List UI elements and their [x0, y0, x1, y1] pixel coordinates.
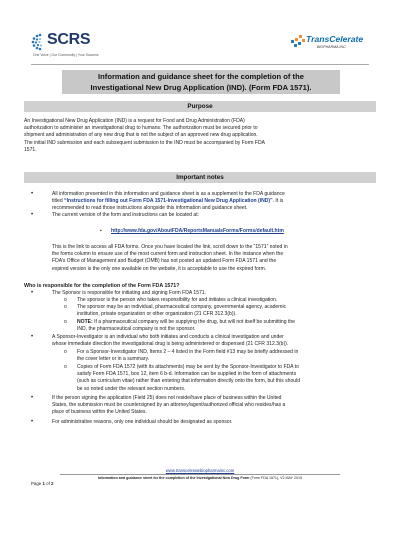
- forms-instructions-paragraph: This is the link to access all FDA forms. Once you have located the link, scroll down to the “1571” noted in the forms column to ensure use of the most current form and instruction sheet. In the instance when the FDA’s Office of Management and Budget (OMB) has not posted an updated Form FDA 1571 and the expired version is the only one available on the website, it is acceptable to use the expired form.: [52, 244, 288, 272]
- purpose-text: [24, 118, 376, 154]
- header-divider: [31, 64, 369, 65]
- circle-bullet-icon: o: [64, 349, 67, 355]
- purpose-line: 1571.: [24, 146, 37, 153]
- footer-note: Information and guidance sheet for the completion of the Investigational New Drug Form (Form FDA 1571), V2 MAY 2015: [98, 476, 302, 480]
- bullet-icon: •: [31, 395, 34, 401]
- purpose-line: shipment and administration of any new drug that is not the subject of an approved new drug application.: [24, 132, 258, 139]
- bullet-icon: •: [31, 191, 34, 197]
- circle-bullet-icon: o: [64, 297, 67, 303]
- sponsor-sub-2: The sponsor may be an individual, pharmaceutical company, governmental agency, academic institution, private organization or other organization (21 CFR 312.3(b)).: [77, 304, 287, 318]
- scrs-logo-text: SCRS: [47, 31, 91, 48]
- transcelerate-logo: [290, 32, 370, 62]
- title-line-1: Information and guidance sheet for the completion of the: [98, 72, 304, 81]
- bullet-icon: •: [31, 334, 34, 340]
- footer-website-link[interactable]: www.transceleratebiopharmainc.com: [165, 468, 235, 473]
- scrs-logo: [31, 31, 99, 59]
- important-note-2: The current version of the form and instructions can be located at:: [52, 212, 199, 218]
- purpose-line: The initial IND submission and each subsequent submission to the IND must be accompanied by Form FDA: [24, 139, 265, 146]
- bullet-icon: •: [31, 212, 34, 218]
- note-label: NOTE:: [77, 319, 93, 325]
- sponsor-bullet: The Sponsor is responsible for initiating and signing Form FDA 1571.: [52, 290, 207, 296]
- important-note-1: All information presented in this information and guidance sheet is as a supplement to the FDA guidance titled “Instructions for filling out Form FDA 1571-Investigational New Drug Application (IND)”. It is recommended to read those instructions alongside this information and guidance sheet.: [52, 191, 285, 212]
- footer-divider: [60, 474, 340, 475]
- circle-bullet-icon: o: [64, 364, 67, 370]
- sponsor-investigator-sub-1: For a Sponsor-Investigator IND, Items 2 – 4 listed in the Form field #13 may be briefly addressed in the cover letter or in a summary.: [77, 349, 299, 363]
- responsible-question: Who is responsible for the completion of the Form FDA 1571?: [24, 283, 180, 289]
- important-notes-heading: Important notes: [24, 172, 376, 183]
- guidance-title: “Instructions for filling out Form FDA 1571-Investigational New Drug Application (IND)”: [64, 198, 273, 205]
- fda-forms-link[interactable]: http://www.fda.gov/AboutFDA/ReportsManualsForms/Forms/default.htm: [111, 228, 284, 234]
- transcelerate-logo-icon: [290, 34, 306, 50]
- bullet-icon: •: [31, 290, 34, 296]
- purpose-heading: Purpose: [24, 101, 376, 112]
- countersign-bullet: If the person signing the application (Field 25) does not reside/have place of business within the United States, the submission must be countersigned by an attorney/agent/authorized official who resides/has a place of business within the United States.: [52, 395, 286, 416]
- purpose-line: An Investigational New Drug Application (IND) is a request for Food and Drug Administration (FDA): [24, 118, 245, 124]
- circle-bullet-icon: o: [64, 304, 67, 310]
- title-line-2: Investigational New Drug Application (IND). (Form FDA 1571).: [90, 83, 312, 92]
- single-sponsor-bullet: For administrative reasons, only one individual should be designated as sponsor.: [52, 419, 233, 425]
- purpose-line: authorization to administer an investigational drug to humans. The authorization must be secured prior to: [24, 125, 258, 132]
- transcelerate-logo-subtitle: BIOPHARMA INC.: [317, 45, 347, 49]
- page-number: Page 1 of 2: [31, 481, 54, 486]
- scrs-tagline: One Voice | Our Community | Your Success: [33, 53, 99, 57]
- bullet-icon: •: [31, 419, 34, 425]
- sponsor-sub-3: NOTE: If a pharmaceutical company will be supplying the drug, but will not itself be submitting the IND, the pharmaceutical company is not the sponsor.: [77, 319, 295, 333]
- sponsor-sub-1: The sponsor is the person who takes responsibility for and initiates a clinical investigation.: [77, 297, 278, 303]
- sponsor-investigator-bullet: A Sponsor-Investigator is an individual who both initiates and conducts a clinical investigation and under whose immediate direction the investigational drug is being administered or dispensed (21 CFR 312.3(b)).: [52, 334, 289, 348]
- document-title: [62, 70, 340, 94]
- circle-bullet-icon: o: [64, 319, 67, 325]
- square-bullet-icon: ▪: [100, 228, 102, 234]
- sponsor-investigator-sub-2: Copies of Form FDA 1572 (with its attachments) may be sent by the Sponsor-Investigator to FDA to satisfy Form FDA 1571, box 12, item 6 b-d. Information can be supplied in the form of attachments (such as curriculum vitae) rather than entering that information directly onto the form, but this should be so noted under the relevant section numbers.: [77, 364, 301, 392]
- transcelerate-logo-text: TransCelerate: [306, 34, 364, 44]
